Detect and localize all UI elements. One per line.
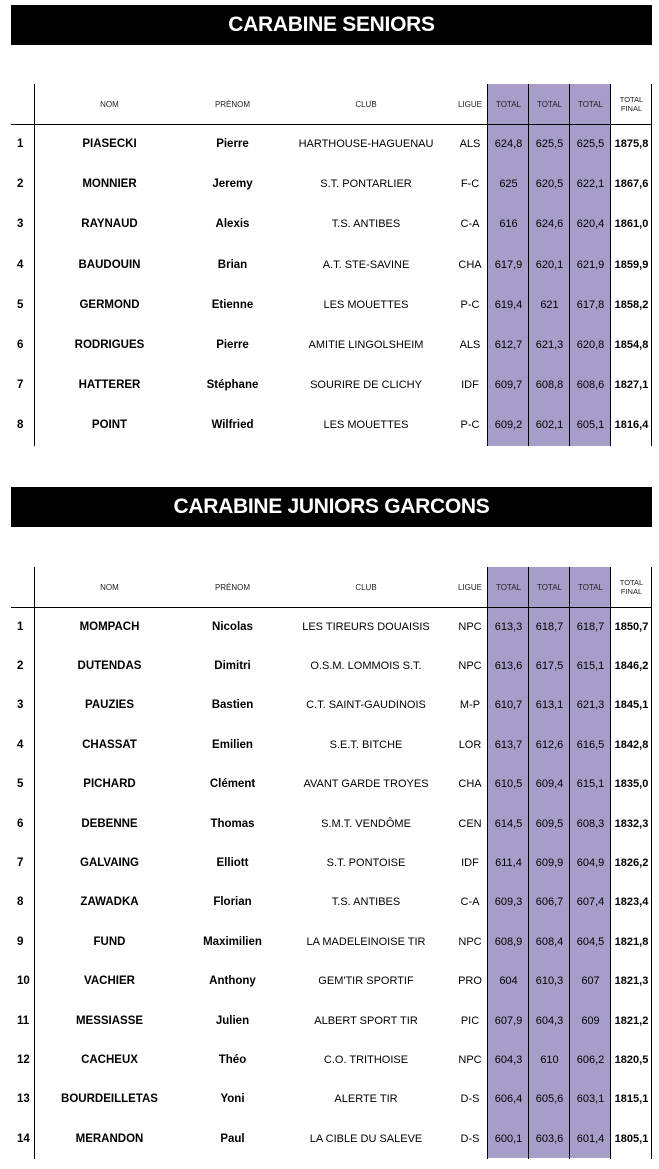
header-total-2-cell: TOTAL (529, 567, 570, 607)
nom-cell: GALVAING (80, 857, 139, 870)
total-3-cell: 616,5 (570, 725, 611, 764)
total-3-cell: 615,1 (570, 765, 611, 804)
table-row (11, 883, 652, 922)
ligue-cell: CHA (458, 778, 482, 791)
ligue-cell: C-A (460, 218, 480, 231)
table-row (11, 365, 652, 405)
ligue-cell: IDF (461, 379, 479, 392)
total-1-cell: 624,8 (488, 124, 529, 164)
rank-cell: 4 (17, 738, 24, 751)
table-row (11, 405, 652, 445)
table-row (11, 686, 652, 725)
total-1-cell: 610,7 (488, 686, 529, 725)
column-divider (610, 84, 611, 446)
total-final-cell: 1805,1 (614, 1132, 649, 1145)
total-2-cell: 609,5 (529, 804, 570, 843)
header-nom-cell: NOM (100, 582, 119, 592)
club-cell: A.T. STE-SAVINE (322, 258, 410, 271)
total-3-cell: 621,9 (570, 245, 611, 285)
club-cell: SOURIRE DE CLICHY (310, 379, 422, 392)
column-divider (610, 567, 611, 1159)
table-row (11, 1040, 652, 1079)
prenom-cell: Thomas (210, 817, 255, 830)
total-2-cell: 621 (529, 285, 570, 325)
header-divider (11, 607, 652, 608)
header-total-3-cell: TOTAL (570, 84, 611, 124)
total-1-cell: 616 (488, 204, 529, 244)
prenom-cell: Stéphane (206, 379, 259, 392)
club-cell: S.E.T. BITCHE (329, 738, 403, 751)
rank-cell: 5 (17, 778, 24, 791)
prenom-cell: Pierre (216, 339, 249, 352)
total-2-cell: 604,3 (529, 1001, 570, 1040)
header-club-cell: CLUB (355, 99, 377, 109)
club-cell: O.S.M. LOMMOIS S.T. (310, 660, 422, 673)
prenom-cell: Bastien (211, 699, 254, 712)
club-cell: S.T. PONTARLIER (320, 178, 412, 191)
rank-cell: 1 (17, 620, 24, 633)
total-3-cell: 617,8 (570, 285, 611, 325)
table-row (11, 962, 652, 1001)
rank-cell: 3 (17, 699, 24, 712)
header-club-cell: CLUB (355, 582, 377, 592)
total-final-cell: 1845,1 (614, 699, 649, 712)
total-final-cell: 1816,4 (614, 419, 649, 432)
total-final-cell: 1815,1 (614, 1093, 649, 1106)
table-header-row (11, 567, 652, 607)
club-cell: C.T. SAINT-GAUDINOIS (306, 699, 426, 712)
total-1-cell: 604 (488, 962, 529, 1001)
rank-cell: 8 (17, 896, 24, 909)
table-row (11, 646, 652, 685)
column-divider (569, 567, 570, 1159)
total-3-cell: 609 (570, 1001, 611, 1040)
club-cell: HARTHOUSE-HAGUENAU (298, 138, 434, 151)
club-cell: AVANT GARDE TROYES (303, 778, 429, 791)
ligue-cell: ALS (459, 138, 481, 151)
header-divider (11, 124, 652, 125)
column-divider (651, 567, 652, 1159)
nom-cell: CACHEUX (81, 1053, 138, 1066)
ligue-cell: NPC (458, 660, 482, 673)
total-3-cell: 607 (570, 962, 611, 1001)
total-1-cell: 613,3 (488, 607, 529, 646)
header-rank-cell (11, 567, 34, 607)
prenom-cell: Clément (209, 778, 256, 791)
club-cell: C.O. TRITHOISE (323, 1053, 409, 1066)
prenom-cell: Nicolas (212, 620, 253, 633)
ligue-cell: PRO (458, 975, 482, 988)
rank-cell: 13 (17, 1093, 30, 1106)
total-1-cell: 612,7 (488, 325, 529, 365)
ligue-cell: P-C (460, 298, 480, 311)
club-cell: S.T. PONTOISE (326, 857, 406, 870)
total-final-cell: 1821,8 (614, 935, 649, 948)
total-3-cell: 620,8 (570, 325, 611, 365)
table-row (11, 164, 652, 204)
total-final-cell: 1821,3 (614, 975, 649, 988)
total-3-cell: 603,1 (570, 1080, 611, 1119)
total-3-cell: 601,4 (570, 1119, 611, 1158)
total-1-cell: 610,5 (488, 765, 529, 804)
total-2-cell: 610 (529, 1040, 570, 1079)
total-3-cell: 618,7 (570, 607, 611, 646)
table-row (11, 285, 652, 325)
nom-cell: MONNIER (82, 178, 137, 191)
nom-cell: MOMPACH (79, 620, 140, 633)
total-2-cell: 602,1 (529, 405, 570, 445)
nom-cell: DEBENNE (81, 817, 138, 830)
column-divider (651, 84, 652, 446)
total-2-cell: 620,5 (529, 164, 570, 204)
rank-cell: 11 (17, 1014, 30, 1027)
rank-cell: 12 (17, 1053, 30, 1066)
total-1-cell: 607,9 (488, 1001, 529, 1040)
table-row (11, 922, 652, 961)
table-row (11, 1080, 652, 1119)
column-divider (528, 567, 529, 1159)
column-divider (487, 567, 488, 1159)
table-header-row (11, 84, 652, 124)
header-total-2-cell: TOTAL (529, 84, 570, 124)
section-title-juniors: CARABINE JUNIORS GARCONS (11, 487, 652, 527)
club-cell: AMITIE LINGOLSHEIM (308, 339, 424, 352)
total-2-cell: 605,6 (529, 1080, 570, 1119)
prenom-cell: Yoni (220, 1093, 245, 1106)
club-cell: GEM'TIR SPORTIF (318, 975, 414, 988)
prenom-cell: Anthony (209, 975, 256, 988)
total-final-cell: 1846,2 (614, 660, 649, 673)
ligue-cell: LOR (458, 738, 482, 751)
rank-cell: 4 (17, 258, 24, 271)
header-rank-cell (11, 84, 34, 124)
prenom-cell: Pierre (216, 138, 249, 151)
prenom-cell: Dimitri (214, 660, 251, 673)
ligue-cell: D-S (460, 1093, 480, 1106)
total-2-cell: 608,8 (529, 365, 570, 405)
total-1-cell: 613,6 (488, 646, 529, 685)
total-2-cell: 610,3 (529, 962, 570, 1001)
nom-cell: BOURDEILLETAS (61, 1093, 158, 1106)
header-nom-cell: NOM (100, 99, 119, 109)
total-1-cell: 611,4 (488, 843, 529, 882)
rank-cell: 8 (17, 419, 24, 432)
prenom-cell: Etienne (211, 298, 254, 311)
nom-cell: MESSIASSE (75, 1014, 144, 1027)
ligue-cell: ALS (459, 339, 481, 352)
club-cell: T.S. ANTIBES (331, 896, 401, 909)
header-total-final-cell: TOTAL FINAL (619, 95, 644, 113)
club-cell: LES MOUETTES (323, 419, 409, 432)
total-3-cell: 622,1 (570, 164, 611, 204)
ligue-cell: F-C (460, 178, 480, 191)
ligue-cell: D-S (460, 1132, 480, 1145)
total-final-cell: 1821,2 (614, 1014, 649, 1027)
table-row (11, 325, 652, 365)
column-divider (487, 84, 488, 446)
total-2-cell: 613,1 (529, 686, 570, 725)
rank-cell: 10 (17, 975, 30, 988)
total-final-cell: 1859,9 (614, 258, 649, 271)
total-final-cell: 1861,0 (614, 218, 649, 231)
total-2-cell: 609,9 (529, 843, 570, 882)
total-final-cell: 1842,8 (614, 738, 649, 751)
prenom-cell: Alexis (215, 218, 250, 231)
rank-cell: 14 (17, 1132, 30, 1145)
results-table-seniors (11, 84, 652, 446)
prenom-cell: Wilfried (211, 419, 254, 432)
total-1-cell: 609,7 (488, 365, 529, 405)
nom-cell: DUTENDAS (77, 660, 142, 673)
rank-cell: 7 (17, 379, 24, 392)
ligue-cell: P-C (460, 419, 480, 432)
nom-cell: VACHIER (84, 975, 135, 988)
rank-cell: 6 (17, 339, 24, 352)
ligue-cell: C-A (460, 896, 480, 909)
total-final-cell: 1832,3 (614, 817, 649, 830)
rank-cell: 1 (17, 138, 24, 151)
total-2-cell: 621,3 (529, 325, 570, 365)
nom-cell: GERMOND (79, 298, 140, 311)
total-2-cell: 624,6 (529, 204, 570, 244)
ligue-cell: NPC (458, 1053, 482, 1066)
club-cell: S.M.T. VENDÔME (321, 817, 411, 830)
prenom-cell: Brian (217, 258, 248, 271)
total-2-cell: 608,4 (529, 922, 570, 961)
nom-cell: PIASECKI (82, 138, 137, 151)
total-3-cell: 604,5 (570, 922, 611, 961)
header-total-1-cell: TOTAL (488, 84, 529, 124)
club-cell: LES TIREURS DOUAISIS (302, 620, 430, 633)
table-row (11, 607, 652, 646)
prenom-cell: Jeremy (212, 178, 253, 191)
header-ligue-cell: LIGUE (457, 99, 482, 109)
prenom-cell: Emilien (212, 738, 253, 751)
total-final-cell: 1827,1 (614, 379, 649, 392)
section-title-seniors: CARABINE SENIORS (11, 5, 652, 45)
total-1-cell: 606,4 (488, 1080, 529, 1119)
total-1-cell: 617,9 (488, 245, 529, 285)
total-3-cell: 605,1 (570, 405, 611, 445)
total-2-cell: 617,5 (529, 646, 570, 685)
table-row (11, 124, 652, 164)
total-3-cell: 615,1 (570, 646, 611, 685)
club-cell: LA MADELEINOISE TIR (306, 935, 426, 948)
nom-cell: RODRIGUES (74, 339, 145, 352)
table-row (11, 843, 652, 882)
total-final-cell: 1826,2 (614, 857, 649, 870)
rank-cell: 7 (17, 857, 24, 870)
rank-cell: 2 (17, 660, 24, 673)
total-2-cell: 618,7 (529, 607, 570, 646)
nom-cell: PICHARD (83, 778, 136, 791)
header-ligue-cell: LIGUE (457, 582, 482, 592)
ligue-cell: IDF (461, 857, 479, 870)
total-3-cell: 604,9 (570, 843, 611, 882)
table-row (11, 804, 652, 843)
total-1-cell: 614,5 (488, 804, 529, 843)
header-prenom-cell: PRÉNOM (214, 99, 251, 109)
total-2-cell: 625,5 (529, 124, 570, 164)
prenom-cell: Théo (218, 1053, 247, 1066)
club-cell: ALBERT SPORT TIR (314, 1014, 418, 1027)
club-cell: T.S. ANTIBES (331, 218, 401, 231)
nom-cell: BAUDOUIN (78, 258, 141, 271)
total-1-cell: 613,7 (488, 725, 529, 764)
total-2-cell: 620,1 (529, 245, 570, 285)
total-final-cell: 1875,8 (614, 138, 649, 151)
nom-cell: POINT (91, 419, 128, 432)
header-total-1-cell: TOTAL (488, 567, 529, 607)
header-total-final-cell: TOTAL FINAL (619, 578, 644, 596)
total-3-cell: 608,6 (570, 365, 611, 405)
club-cell: LA CIBLE DU SALEVE (309, 1132, 423, 1145)
prenom-cell: Elliott (216, 857, 249, 870)
total-2-cell: 603,6 (529, 1119, 570, 1158)
table-row (11, 725, 652, 764)
table-row (11, 765, 652, 804)
nom-cell: HATTERER (78, 379, 141, 392)
nom-cell: FUND (93, 935, 126, 948)
ligue-cell: NPC (458, 935, 482, 948)
table-row (11, 1119, 652, 1158)
total-final-cell: 1858,2 (614, 298, 649, 311)
total-3-cell: 625,5 (570, 124, 611, 164)
ligue-cell: CHA (458, 258, 482, 271)
prenom-cell: Maximilien (203, 935, 262, 948)
total-2-cell: 606,7 (529, 883, 570, 922)
table-row (11, 245, 652, 285)
rank-cell: 2 (17, 178, 24, 191)
ligue-cell: NPC (458, 620, 482, 633)
ligue-cell: CEN (458, 817, 482, 830)
nom-cell: RAYNAUD (81, 218, 138, 231)
total-1-cell: 609,2 (488, 405, 529, 445)
total-final-cell: 1867,6 (614, 178, 649, 191)
total-1-cell: 619,4 (488, 285, 529, 325)
column-divider (34, 84, 35, 446)
nom-cell: PAUZIES (85, 699, 134, 712)
total-final-cell: 1820,5 (614, 1053, 649, 1066)
total-1-cell: 600,1 (488, 1119, 529, 1158)
nom-cell: ZAWADKA (80, 896, 139, 909)
rank-cell: 9 (17, 935, 24, 948)
ligue-cell: PIC (460, 1014, 480, 1027)
table-row (11, 204, 652, 244)
total-final-cell: 1854,8 (614, 339, 649, 352)
ligue-cell: M-P (459, 699, 481, 712)
results-table-juniors (11, 567, 652, 1159)
club-cell: ALERTE TIR (334, 1093, 398, 1106)
table-row (11, 1001, 652, 1040)
total-final-cell: 1823,4 (614, 896, 649, 909)
column-divider (34, 567, 35, 1159)
club-cell: LES MOUETTES (323, 298, 409, 311)
total-2-cell: 612,6 (529, 725, 570, 764)
total-1-cell: 609,3 (488, 883, 529, 922)
prenom-cell: Paul (220, 1132, 245, 1145)
rank-cell: 5 (17, 298, 24, 311)
total-3-cell: 606,2 (570, 1040, 611, 1079)
prenom-cell: Florian (213, 896, 252, 909)
total-1-cell: 608,9 (488, 922, 529, 961)
total-final-cell: 1850,7 (614, 620, 649, 633)
total-3-cell: 607,4 (570, 883, 611, 922)
total-1-cell: 604,3 (488, 1040, 529, 1079)
header-total-3-cell: TOTAL (570, 567, 611, 607)
column-divider (569, 84, 570, 446)
column-divider (528, 84, 529, 446)
rank-cell: 6 (17, 817, 24, 830)
nom-cell: MERANDON (75, 1132, 144, 1145)
total-final-cell: 1835,0 (614, 778, 649, 791)
total-3-cell: 608,3 (570, 804, 611, 843)
header-prenom-cell: PRÉNOM (214, 582, 251, 592)
total-3-cell: 620,4 (570, 204, 611, 244)
nom-cell: CHASSAT (82, 738, 137, 751)
total-3-cell: 621,3 (570, 686, 611, 725)
total-2-cell: 609,4 (529, 765, 570, 804)
total-1-cell: 625 (488, 164, 529, 204)
prenom-cell: Julien (215, 1014, 250, 1027)
rank-cell: 3 (17, 218, 24, 231)
